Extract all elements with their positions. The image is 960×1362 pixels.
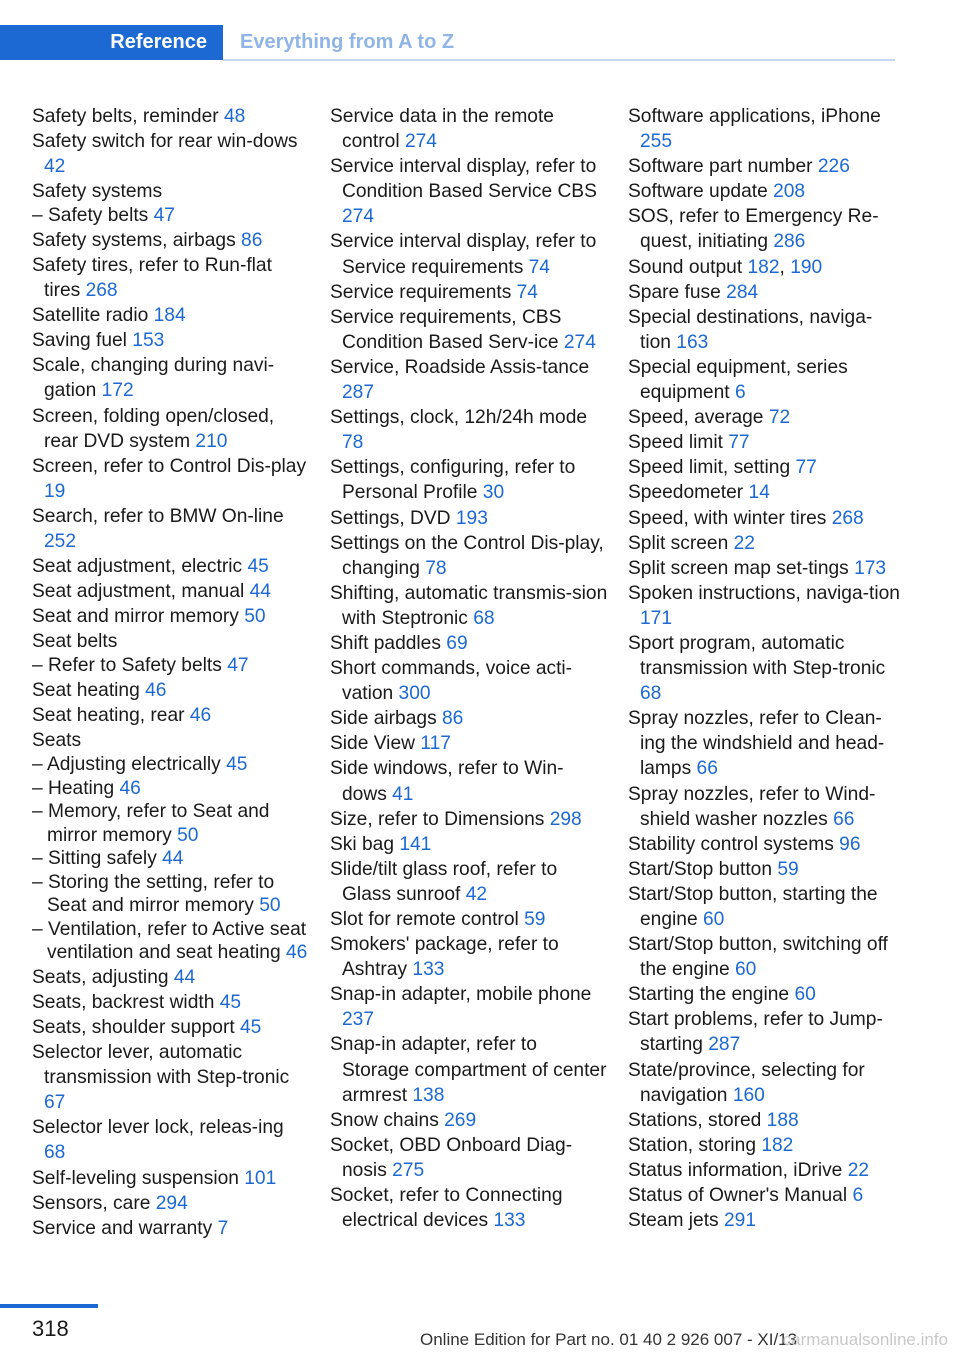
page-link[interactable]: 274: [404, 131, 437, 153]
index-entry: [628, 531, 900, 556]
index-term: Start/Stop button: [628, 858, 772, 880]
index-entry: [32, 228, 310, 253]
page-link[interactable]: 268: [831, 507, 864, 529]
page-link[interactable]: 48: [223, 106, 246, 127]
page-link[interactable]: 117: [420, 733, 451, 755]
page-link[interactable]: 42: [465, 883, 488, 905]
page-link[interactable]: 22: [733, 532, 755, 554]
page-link[interactable]: 66: [833, 808, 855, 830]
index-entry: [628, 430, 900, 455]
index-term: Spray nozzles, refer to Wind-shield washer nozzles: [628, 783, 876, 830]
page-link[interactable]: 74: [516, 281, 538, 303]
index-term: Speed, with winter tires: [628, 507, 827, 529]
index-entry: [330, 581, 608, 631]
page-link[interactable]: 60: [734, 959, 757, 981]
index-entry: [330, 656, 608, 706]
page-link[interactable]: 60: [702, 909, 725, 930]
index-term: Service, Roadside Assis-tance: [330, 356, 590, 378]
index-entry: [32, 703, 310, 728]
index-entry: [628, 480, 900, 505]
index-term: Speedometer: [628, 482, 744, 504]
index-term: Safety tires, refer to Run-flat tires: [32, 254, 272, 302]
index-term: Speed, average: [628, 407, 764, 429]
index-entry: [330, 731, 608, 756]
index-entry: [330, 1133, 608, 1183]
page-link[interactable]: 133: [412, 959, 445, 981]
index-term: Snap-in adapter, refer to Storage compartment of center armrest: [330, 1034, 607, 1106]
page-link[interactable]: 133: [493, 1210, 526, 1232]
page-link[interactable]: 173: [854, 557, 887, 579]
index-entry: [628, 832, 900, 857]
index-term: Screen, folding open/closed, rear DVD system: [32, 405, 275, 452]
index-entry: [628, 455, 900, 480]
page-link[interactable]: 274: [342, 206, 375, 228]
index-entry: [330, 932, 608, 982]
watermark: carmanualsonline.info: [782, 1330, 948, 1349]
page-link[interactable]: 46: [285, 942, 308, 964]
index-column-1: [32, 104, 310, 1241]
page-link[interactable]: 6: [734, 382, 746, 404]
page-link[interactable]: 50: [177, 824, 199, 846]
page-link[interactable]: 67: [44, 1092, 66, 1114]
index-entry: [32, 353, 310, 403]
page-link[interactable]: 72: [768, 407, 791, 429]
index-entry: [330, 631, 608, 656]
index-entry: [628, 305, 900, 355]
index-entry: [32, 303, 310, 328]
index-term: Seats, adjusting: [32, 966, 169, 988]
index-entry: [32, 1216, 310, 1241]
index-entry: [628, 355, 900, 405]
index-entry: [330, 455, 608, 505]
page-link[interactable]: 287: [708, 1034, 741, 1056]
index-column-3: [628, 104, 900, 1233]
index-term: Seat heating, rear: [32, 705, 185, 727]
index-term: Software update: [628, 181, 768, 203]
index-entry: [330, 229, 608, 279]
index-term: – Safety belts: [32, 205, 149, 227]
page-link[interactable]: 68: [473, 607, 495, 629]
page-link[interactable]: 287: [342, 382, 375, 404]
index-term: Socket, refer to Connecting electrical devices: [330, 1185, 563, 1232]
index-subentry: [32, 918, 310, 965]
index-term: Safety switch for rear win-dows: [32, 131, 298, 153]
index-entry: [628, 280, 900, 305]
page-link[interactable]: 255: [640, 131, 673, 153]
page-link[interactable]: 172: [101, 380, 134, 402]
index-entry: [32, 253, 310, 303]
index-entry: [330, 154, 608, 229]
page-link[interactable]: 268: [85, 280, 118, 302]
index-entry: [32, 179, 310, 204]
page-link[interactable]: 252: [44, 531, 77, 552]
page-link[interactable]: 59: [524, 909, 546, 930]
page-number: 318: [32, 1316, 69, 1341]
page-link[interactable]: 45: [219, 991, 242, 1013]
index-term: Steam jets: [628, 1210, 719, 1232]
page-link[interactable]: 50: [259, 895, 281, 917]
index-subentry: [32, 777, 310, 801]
page-link[interactable]: 41: [392, 783, 414, 805]
footer-accent-bar: [0, 1304, 98, 1308]
index-entry: [330, 857, 608, 907]
index-term: Service requirements, CBS Condition Based Serv-ice: [330, 306, 562, 353]
index-term: Service data in the remote control: [330, 106, 554, 153]
page-link[interactable]: 210: [195, 430, 228, 452]
index-term: Service requirements: [330, 281, 512, 303]
index-entry: [32, 129, 310, 179]
page-link[interactable]: 294: [155, 1192, 188, 1214]
index-term: Smokers' package, refer to Ashtray: [330, 934, 559, 981]
page-link[interactable]: 284: [726, 281, 759, 303]
index-entry: [32, 104, 310, 129]
index-entry: [628, 1108, 900, 1133]
index-term: – Sitting safely: [32, 848, 157, 870]
index-term: Slot for remote control: [330, 909, 519, 930]
page-link[interactable]: 138: [412, 1084, 445, 1106]
page-link[interactable]: 300: [398, 683, 431, 705]
index-term: Seats, backrest width: [32, 991, 215, 1013]
page-link[interactable]: 184: [153, 305, 186, 327]
index-entry: [628, 631, 900, 706]
index-entry: [628, 857, 900, 882]
index-entry: [32, 1040, 310, 1115]
index-entry: [32, 629, 310, 654]
page-link[interactable]: 50: [244, 606, 266, 628]
index-entry: [628, 1208, 900, 1233]
index-term: Spare fuse: [628, 281, 721, 303]
index-entry: [330, 982, 608, 1032]
section-subtitle: Everything from A to Z: [240, 31, 455, 53]
index-entry: [628, 204, 900, 254]
index-column-2: [330, 104, 608, 1233]
index-term: Special equipment, series equipment: [628, 356, 848, 404]
page-link[interactable]: 6: [852, 1185, 864, 1207]
index-entry: [32, 554, 310, 579]
index-entry: [330, 506, 608, 531]
index-entry: [32, 1166, 310, 1191]
index-entry: [628, 782, 900, 832]
page-link[interactable]: 19: [44, 480, 66, 502]
index-subentry: [32, 871, 310, 918]
section-tab: Reference: [0, 25, 223, 60]
page-link[interactable]: 77: [795, 457, 817, 479]
index-term: Short commands, voice acti-vation: [330, 658, 573, 705]
index-entry: [330, 305, 608, 355]
page-link[interactable]: 298: [549, 808, 582, 830]
page-link[interactable]: 291: [724, 1210, 757, 1232]
index-term: Starting the engine: [628, 984, 790, 1006]
index-term: Seat heating: [32, 679, 140, 701]
page-link[interactable]: 86: [442, 708, 464, 730]
index-term: Side windows, refer to Win-dows: [330, 758, 564, 805]
page-link[interactable]: 237: [342, 1009, 375, 1031]
page-link[interactable]: 46: [189, 705, 212, 727]
index-term: Settings on the Control Dis-play, changing: [330, 532, 604, 579]
index-term: Seat adjustment, electric: [32, 556, 243, 578]
page-link[interactable]: 141: [399, 833, 432, 855]
index-subentry: [32, 204, 310, 228]
index-term: Seat and mirror memory: [32, 606, 239, 628]
index-entry: [330, 1108, 608, 1133]
index-entry: [628, 882, 900, 932]
index-entry: [32, 579, 310, 604]
index-entry: [628, 179, 900, 204]
index-term: Start/Stop button, starting the engine: [628, 883, 878, 930]
index-entry: [32, 328, 310, 353]
index-term: Spoken instructions, naviga-tion: [628, 582, 900, 604]
index-term: – Storing the setting, refer to Seat and mirror memory: [32, 871, 275, 917]
index-entry: [32, 604, 310, 629]
index-term: Satellite radio: [32, 305, 149, 327]
page-link[interactable]: 68: [44, 1142, 66, 1164]
index-term: Speed limit, setting: [628, 457, 791, 479]
index-term: Screen, refer to Control Dis-play: [32, 455, 307, 477]
index-term: Search, refer to BMW On-line: [32, 505, 284, 527]
index-entry: [32, 504, 310, 554]
page-link[interactable]: 22: [847, 1159, 870, 1181]
page-link[interactable]: 171: [640, 607, 673, 629]
page-link[interactable]: 44: [173, 966, 196, 988]
page-link[interactable]: 275: [392, 1159, 425, 1181]
index-term: Split screen: [628, 532, 729, 554]
index-entry: [32, 404, 310, 454]
index-entry: [32, 990, 310, 1015]
index-entry: [330, 531, 608, 581]
index-term: Special destinations, naviga-tion: [628, 306, 873, 353]
index-term: – Memory, refer to Seat and mirror memory: [32, 801, 270, 846]
header-rule: [223, 59, 895, 61]
index-term: Sensors, care: [32, 1192, 151, 1214]
index-term: Seat adjustment, manual: [32, 581, 245, 603]
index-entry: [330, 1032, 608, 1107]
index-term: Seat belts: [32, 631, 118, 653]
index-subentry: [32, 800, 310, 847]
index-term: Snow chains: [330, 1109, 439, 1131]
index-entry: [628, 1158, 900, 1183]
index-term: Side View: [330, 733, 415, 755]
index-entry: [32, 678, 310, 703]
index-term: SOS, refer to Emergency Re-quest, initiating: [628, 206, 879, 253]
index-entry: [330, 405, 608, 455]
page-link[interactable]: 78: [425, 557, 447, 579]
index-term: Scale, changing during navi-gation: [32, 355, 275, 402]
index-entry: [32, 1115, 310, 1165]
index-term: Side airbags: [330, 708, 437, 730]
index-term: Socket, OBD Onboard Diag-nosis: [330, 1134, 573, 1181]
index-term: Shifting, automatic transmis-sion with Steptronic: [330, 582, 608, 629]
index-entry: [628, 1133, 900, 1158]
index-entry: [32, 1015, 310, 1040]
index-term: State/province, selecting for navigation: [628, 1059, 865, 1106]
index-term: Stability control systems: [628, 833, 834, 855]
index-term: Start/Stop button, switching off the engine: [628, 934, 888, 981]
index-term: Speed limit: [628, 432, 723, 454]
index-entry: [628, 982, 900, 1007]
index-term: Seats: [32, 730, 82, 752]
index-entry: [628, 1058, 900, 1108]
page-link[interactable]: 160: [732, 1084, 765, 1106]
index-term: Stations, stored: [628, 1109, 762, 1131]
index-term: – Adjusting electrically: [32, 754, 221, 776]
page-link[interactable]: 60: [794, 984, 816, 1006]
index-term: Status information, iDrive: [628, 1159, 843, 1181]
index-term: Seats, shoulder support: [32, 1016, 235, 1038]
index-term: Start problems, refer to Jump-starting: [628, 1009, 883, 1056]
index-term: Shift paddles: [330, 632, 441, 654]
index-term: Safety systems, airbags: [32, 229, 236, 251]
index-term: Selector lever lock, releas-ing: [32, 1117, 284, 1139]
page-link[interactable]: 46: [119, 777, 141, 799]
index-term: Ski bag: [330, 833, 394, 855]
page-link[interactable]: 269: [444, 1109, 477, 1131]
page-link[interactable]: 44: [162, 848, 184, 870]
page-link[interactable]: 208: [773, 181, 806, 203]
page-link[interactable]: 77: [728, 432, 750, 454]
index-term: Service interval display, refer to Condition Based Service CBS: [330, 156, 597, 203]
index-term: Service and warranty: [32, 1217, 213, 1239]
page-link[interactable]: 44: [249, 581, 271, 603]
index-term: Saving fuel: [32, 330, 127, 352]
page-link[interactable]: 190: [790, 256, 823, 278]
index-term: Safety belts, reminder: [32, 106, 219, 127]
index-entry: [32, 454, 310, 504]
edition-note: Online Edition for Part no. 01 40 2 926 007 - XI/13: [420, 1330, 798, 1349]
page-link[interactable]: 66: [696, 758, 718, 780]
page-link[interactable]: 86: [241, 229, 263, 251]
page-link[interactable]: 45: [240, 1016, 262, 1038]
index-entry: [330, 706, 608, 731]
index-term: Software part number: [628, 156, 813, 178]
page-link[interactable]: 78: [342, 432, 364, 454]
index-entry: [330, 1183, 608, 1233]
page-link[interactable]: 101: [244, 1167, 277, 1189]
index-term: Status of Owner's Manual: [628, 1185, 848, 1207]
index-entry: [628, 932, 900, 982]
index-entry: [330, 104, 608, 154]
index-entry: [628, 1183, 900, 1208]
index-entry: [628, 154, 900, 179]
page-link[interactable]: 30: [482, 482, 505, 504]
index-entry: [330, 756, 608, 806]
index-entry: [32, 1191, 310, 1216]
index-term: Sound output: [628, 256, 743, 278]
page-link[interactable]: 47: [153, 205, 175, 227]
page-link[interactable]: 42: [44, 156, 66, 178]
page-link[interactable]: 59: [777, 858, 799, 880]
page-link[interactable]: 163: [676, 331, 709, 353]
index-entry: [330, 807, 608, 832]
index-term: Settings, DVD: [330, 507, 451, 529]
index-entry: [330, 832, 608, 857]
index-entry: [628, 706, 900, 781]
index-term: Snap-in adapter, mobile phone: [330, 984, 592, 1006]
page-link[interactable]: 7: [217, 1217, 229, 1239]
page-link[interactable]: 153: [132, 330, 165, 352]
index-entry: [32, 965, 310, 990]
page-link[interactable]: 274: [563, 331, 596, 353]
index-subentry: [32, 847, 310, 871]
index-term: Settings, configuring, refer to Personal Profile: [330, 457, 576, 504]
page-link[interactable]: 96: [839, 833, 861, 855]
index-term: – Refer to Safety belts: [32, 655, 222, 677]
page-link[interactable]: 193: [455, 507, 488, 529]
index-entry: [628, 581, 900, 631]
index-term: Settings, clock, 12h/24h mode: [330, 407, 588, 429]
page-link[interactable]: 188: [766, 1109, 799, 1131]
index-entry: [628, 1007, 900, 1057]
index-entry: [330, 355, 608, 405]
index-term: – Ventilation, refer to Active seat ventilation and seat heating: [32, 918, 307, 964]
index-entry: [330, 907, 608, 932]
page-header: [0, 25, 895, 62]
index-subentry: [32, 753, 310, 777]
index-entry: [330, 280, 608, 305]
index-term: – Heating: [32, 777, 115, 799]
page-link[interactable]: 74: [528, 256, 550, 278]
index-term: Sport program, automatic transmission with Step-tronic: [628, 632, 886, 680]
index-term: Spray nozzles, refer to Clean-ing the windshield and head-lamps: [628, 708, 885, 780]
index-entry: [628, 104, 900, 154]
page-link[interactable]: 14: [748, 482, 770, 504]
index-entry: [628, 556, 900, 581]
index-entry: [628, 405, 900, 430]
page-link[interactable]: 69: [446, 632, 468, 654]
index-term: Selector lever, automatic transmission with Step-tronic: [32, 1042, 290, 1089]
page-link[interactable]: 182: [761, 1134, 794, 1156]
index-subentry: [32, 654, 310, 678]
index-entry: [628, 506, 900, 531]
index-term: Self-leveling suspension: [32, 1167, 239, 1189]
page-link[interactable]: 46: [145, 679, 167, 701]
index-entry: Sound output 182, 190: [628, 256, 823, 278]
index-term: Slide/tilt glass roof, refer to Glass sunroof: [330, 858, 558, 905]
page-link[interactable]: 45: [226, 754, 248, 776]
index-term: Software applications, iPhone: [628, 106, 881, 127]
page-link[interactable]: 286: [773, 231, 806, 253]
index-term: Safety systems: [32, 181, 163, 203]
index-term: Size, refer to Dimensions: [330, 808, 545, 830]
page-link[interactable]: 182: [747, 256, 780, 278]
page-link[interactable]: 45: [247, 556, 269, 578]
index-term: Split screen map set-tings: [628, 557, 849, 579]
page-link[interactable]: 226: [817, 156, 850, 178]
index-entry: [32, 728, 310, 753]
index-term: Service interval display, refer to Service requirements: [330, 231, 597, 278]
index-term: Station, storing: [628, 1134, 756, 1156]
page-link[interactable]: 47: [227, 655, 249, 677]
page-link[interactable]: 68: [640, 683, 662, 705]
